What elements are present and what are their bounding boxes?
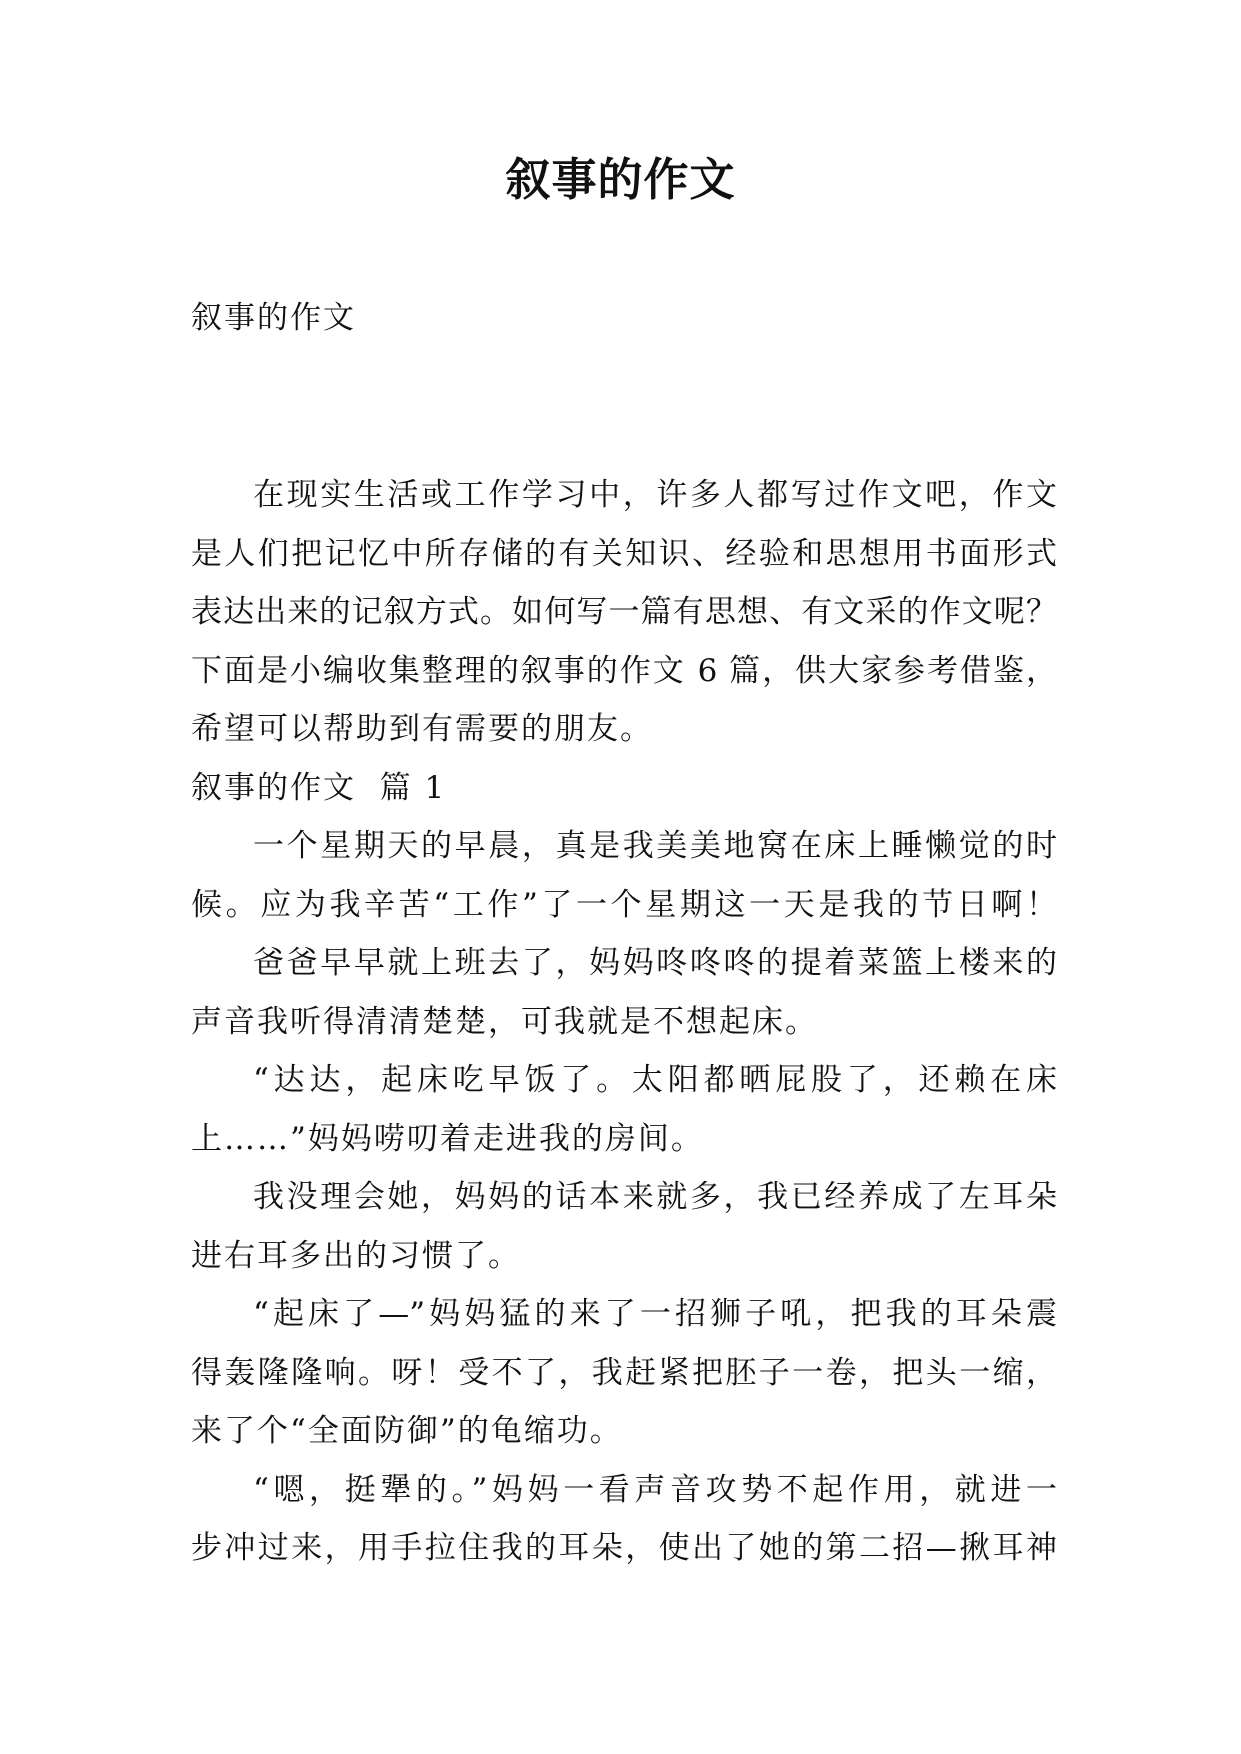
paragraph — [191, 1051, 1057, 1168]
paragraph — [191, 1285, 1057, 1461]
paragraph — [191, 1168, 1057, 1285]
paragraph-line: “达达，起床吃早饭了。太阳都晒屁股了，还赖在床 — [253, 1062, 1057, 1098]
paragraph-line: 一个星期天的早晨，真是我美美地窝在床上睡懒觉的时 — [253, 828, 1057, 864]
paragraph-line: 声音我听得清清楚楚，可我就是不想起床。 — [191, 1003, 818, 1040]
paragraph-line: 候。应为我辛苦“工作”了一个星期这一天是我的节日啊！ — [191, 886, 1057, 923]
intro-paragraph — [191, 466, 1057, 759]
section-heading: 叙事的作文 篇 1 — [191, 769, 447, 806]
paragraph — [191, 817, 1057, 934]
paragraph-line: 进右耳多出的习惯了。 — [191, 1237, 521, 1274]
paragraph-line: 爸爸早早就上班去了，妈妈咚咚咚的提着菜篮上楼来的 — [253, 945, 1057, 981]
document-title: 叙事的作文 — [505, 153, 736, 206]
paragraph-line: 步冲过来，用手拉住我的耳朵，使出了她的第二招—揪耳神 — [191, 1530, 1057, 1566]
paragraph-line: 来了个“全面防御”的龟缩功。 — [191, 1413, 623, 1449]
paragraph-line: “嗯，挺犟的。”妈妈一看声音攻势不起作用，就进一 — [253, 1471, 1057, 1508]
document-body — [191, 466, 1057, 1578]
document-subtitle: 叙事的作文 — [191, 300, 356, 336]
paragraph-line: 下面是小编收集整理的叙事的作文 6 篇，供大家参考借鉴， — [191, 652, 1057, 689]
paragraph-line: 表达出来的记叙方式。如何写一篇有思想、有文采的作文呢？ — [191, 594, 1057, 630]
paragraph-line: 我没理会她，妈妈的话本来就多，我已经养成了左耳朵 — [253, 1179, 1057, 1215]
paragraph — [191, 934, 1057, 1051]
paragraph — [191, 1461, 1057, 1578]
paragraph-line: 在现实生活或工作学习中，许多人都写过作文吧，作文 — [253, 477, 1057, 513]
paragraph-line: 上……”妈妈唠叨着走进我的房间。 — [191, 1120, 704, 1157]
paragraph-line: 得轰隆隆响。呀！受不了，我赶紧把胚子一卷，把头一缩， — [191, 1354, 1057, 1391]
paragraph-line: 是人们把记忆中所存储的有关知识、经验和思想用书面形式 — [191, 535, 1057, 572]
paragraph-line: “起床了—”妈妈猛的来了一招狮子吼，把我的耳朵震 — [253, 1296, 1057, 1332]
paragraph-line: 希望可以帮助到有需要的朋友。 — [191, 711, 653, 747]
